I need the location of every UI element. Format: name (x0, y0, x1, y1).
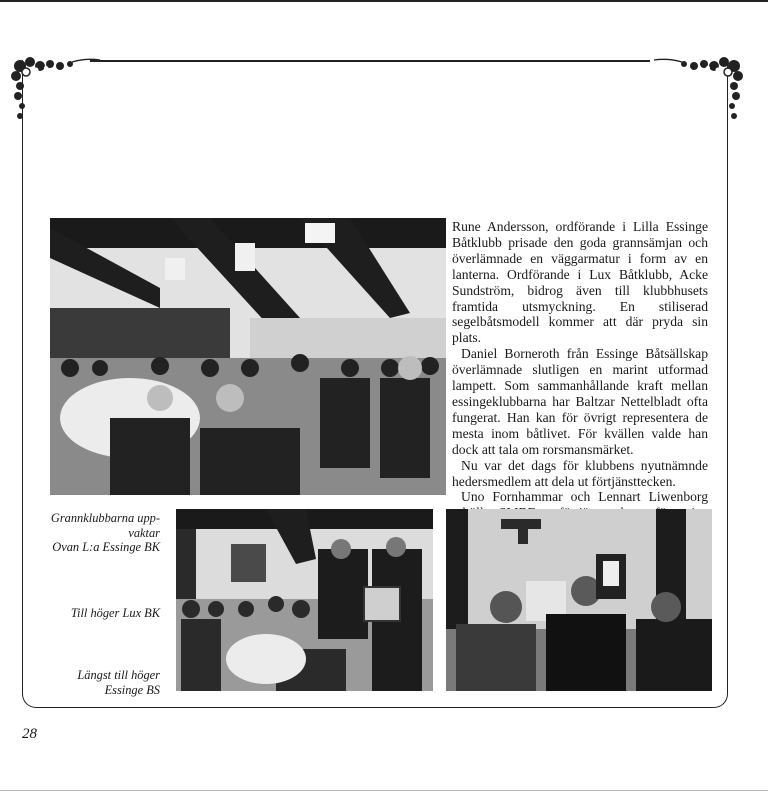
caption-line: Grannklubbarna upp- (50, 511, 160, 525)
caption-line: Till höger Lux BK (70, 606, 160, 620)
paragraph: Uno Fornhammar och Lennart Liwenborg (461, 489, 708, 505)
article-body (452, 219, 708, 553)
paragraph: Daniel Borneroth från Essinge Båtsällskap överlämnade slutligen en marint utformad lampett. Som sammanhållande kraft mellan essingeklubbarna har Baltzar Nettelbladt ofta fungerat. Han kan för övrigt representera de mesta inom båtlivet. För kvällen valde han dock att tala om rorsmansmärket. (452, 346, 708, 457)
top-rule (0, 0, 768, 2)
bottom-edge (0, 790, 768, 791)
caption-essinge-bs (20, 668, 160, 697)
caption-line: Ovan L:a Essinge BK (52, 540, 160, 554)
paragraph: Rune Andersson, ordförande i Lilla Essinge Båtklubb prisade den goda grannsämjan och överlämnade en väggarmatur i form av en lanterna. Ordförande i Lux Båtklubb, Acke Sundström, bidrog även till klubbhusets framtida utsmyckning. En stiliserad segelbåtsmodell kommer att där pryda sin plats. (452, 219, 708, 346)
caption-essinge-bk (20, 511, 160, 555)
floral-corner-ornament-icon (648, 52, 748, 124)
paragraph: Nu var det dags för klubbens nyutnämnde hedersmedlem att dela ut förtjänsttecken. (452, 457, 708, 489)
photo-essinge-bs (446, 509, 712, 691)
caption-lux-bk (20, 606, 160, 621)
floral-corner-ornament-icon (6, 52, 106, 124)
photo-lux-bk (176, 509, 433, 691)
page-number: 28 (22, 726, 37, 742)
caption-line: Längst till höger (77, 668, 160, 682)
caption-line: Essinge BS (104, 682, 160, 697)
caption-line: vaktar (128, 525, 160, 540)
photo-banquet-hall (50, 218, 446, 495)
